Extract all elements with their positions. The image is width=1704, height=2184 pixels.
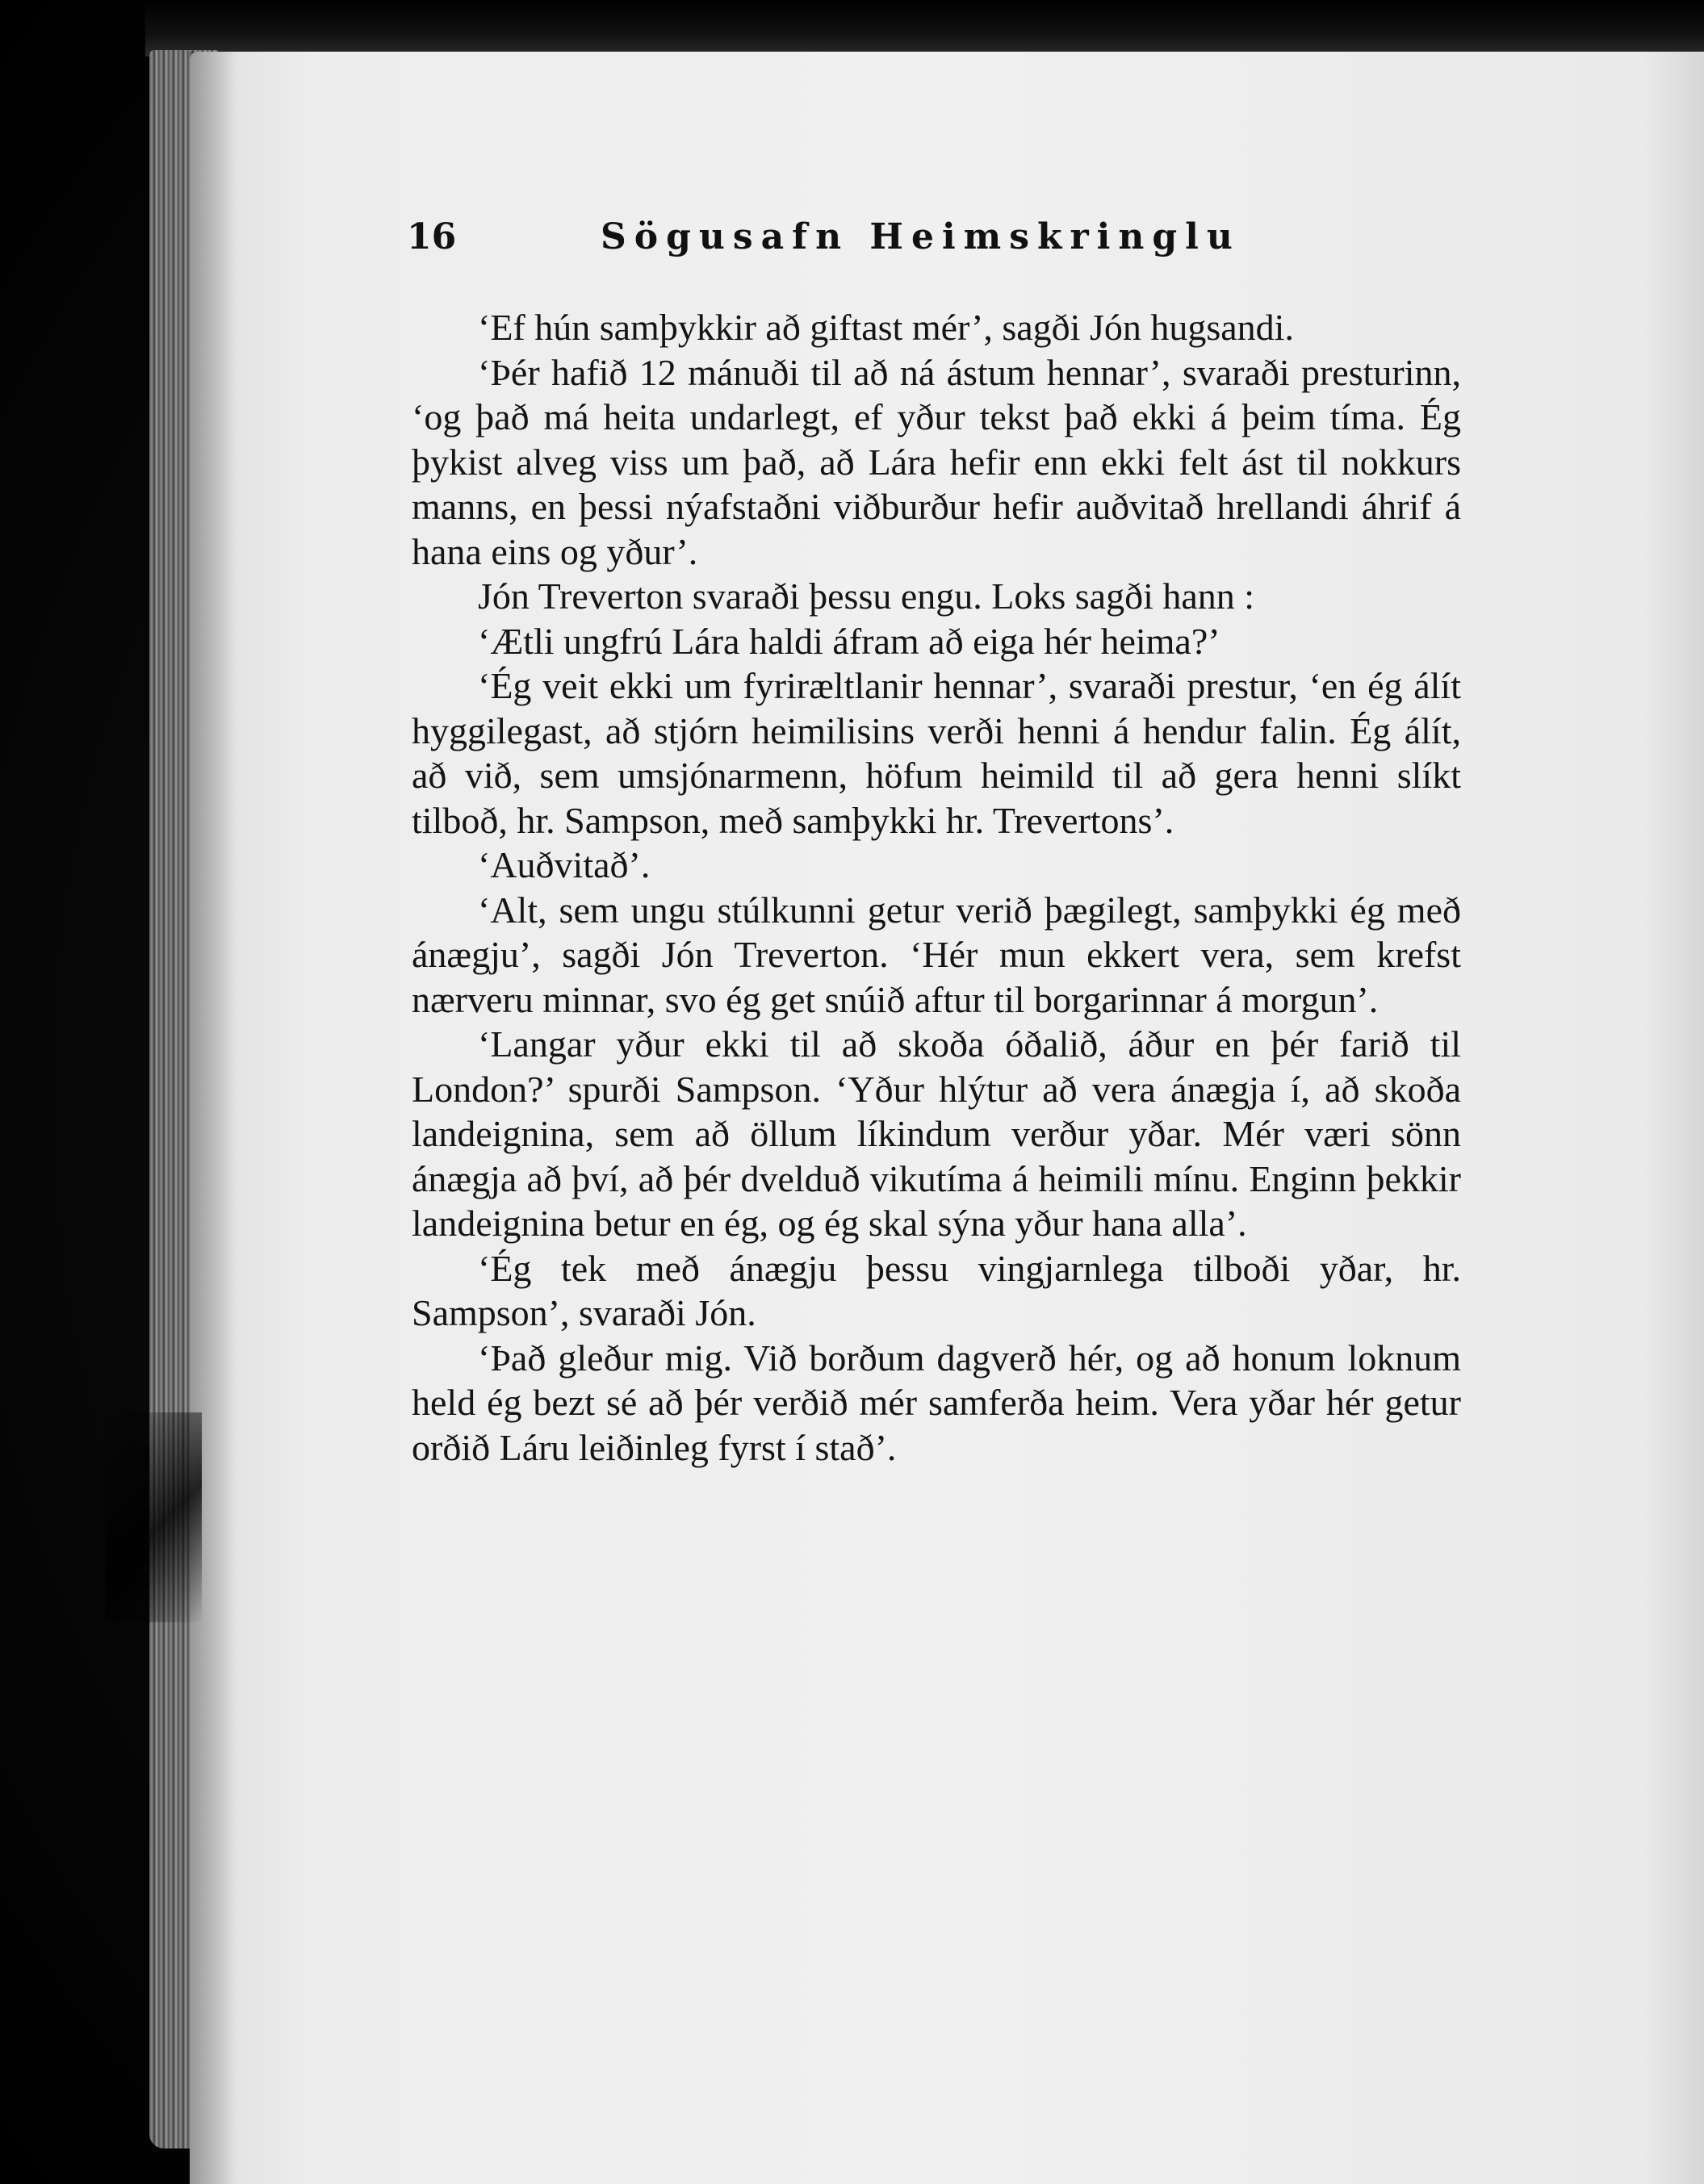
paragraph: ‘Alt, sem ungu stúlkunni getur verið þægilegt, samþykki ég með ánægju’, sagði Jón Treverton. ‘Hér mun ekkert vera, sem krefst nærveru minnar, svo ég get snúið aftur til borgarinnar á morgun’. <box>412 889 1461 1020</box>
spine-shadow <box>105 1412 202 1622</box>
paragraph: Jón Treverton svaraði þessu engu. Loks sagði hann : <box>478 575 1255 617</box>
paragraph: ‘Ég veit ekki um fyriræltlanir hennar’, svaraði prestur, ‘en ég álít hyggilegast, að stjórn heimilisins verði henni á hendur falin. Ég álít, að við, sem umsjónarmenn, höfum heimild til að gera henni slíkt tilboð, hr. Sampson, með samþykki hr. Trevertons’. <box>412 665 1461 841</box>
paragraph: ‘Ef hún samþykkir að giftast mér’, sagði Jón hugsandi. <box>478 307 1294 348</box>
paragraph: ‘Langar yður ekki til að skoða óðalið, áður en þér farið til London?’ spurði Sampson. ‘Yður hlýtur að vera ánægja í, að skoða landeignina, sem að öllum líkindum verður yðar. Mér væri sönn ánægja að því, að þér dvelduð vikutíma á heimili mínu. Enginn þekkir landeignina betur en ég, og ég skal sýna yður hana alla’. <box>412 1023 1461 1244</box>
paragraph: ‘Auðvitað’. <box>478 844 651 885</box>
paragraph: ‘Ég tek með ánægju þessu vingjarnlega tilboði yðar, hr. Sampson’, svaraði Jón. <box>412 1247 1461 1333</box>
gutter-shadow <box>190 52 238 2184</box>
scan-top-edge <box>145 0 1704 56</box>
page-number: 16 <box>407 216 457 257</box>
running-title: Sögusafn Heimskringlu <box>601 216 1241 257</box>
paragraph: ‘Það gleður mig. Við borðum dagverð hér, og að honum loknum held ég bezt sé að þér verðið mér samferða heim. Vera yðar hér getur orðið Láru leiðinleg fyrst í stað’. <box>412 1337 1461 1468</box>
page-body <box>412 305 1461 1470</box>
paragraph: ‘Þér hafið 12 mánuði til að ná ástum hennar’, svaraði presturinn, ‘og það má heita undarlegt, ef yður tekst það ekki á þeim tíma. Ég þykist alveg viss um það, að Lára hefir enn ekki felt ást til nokkurs manns, en þessi nýafstaðni viðburður hefir auðvitað hrellandi áhrif á hana eins og yður’. <box>412 351 1461 572</box>
paragraph: ‘Ætli ungfrú Lára haldi áfram að eiga hér heima?’ <box>478 620 1220 662</box>
page-header <box>407 216 1456 273</box>
